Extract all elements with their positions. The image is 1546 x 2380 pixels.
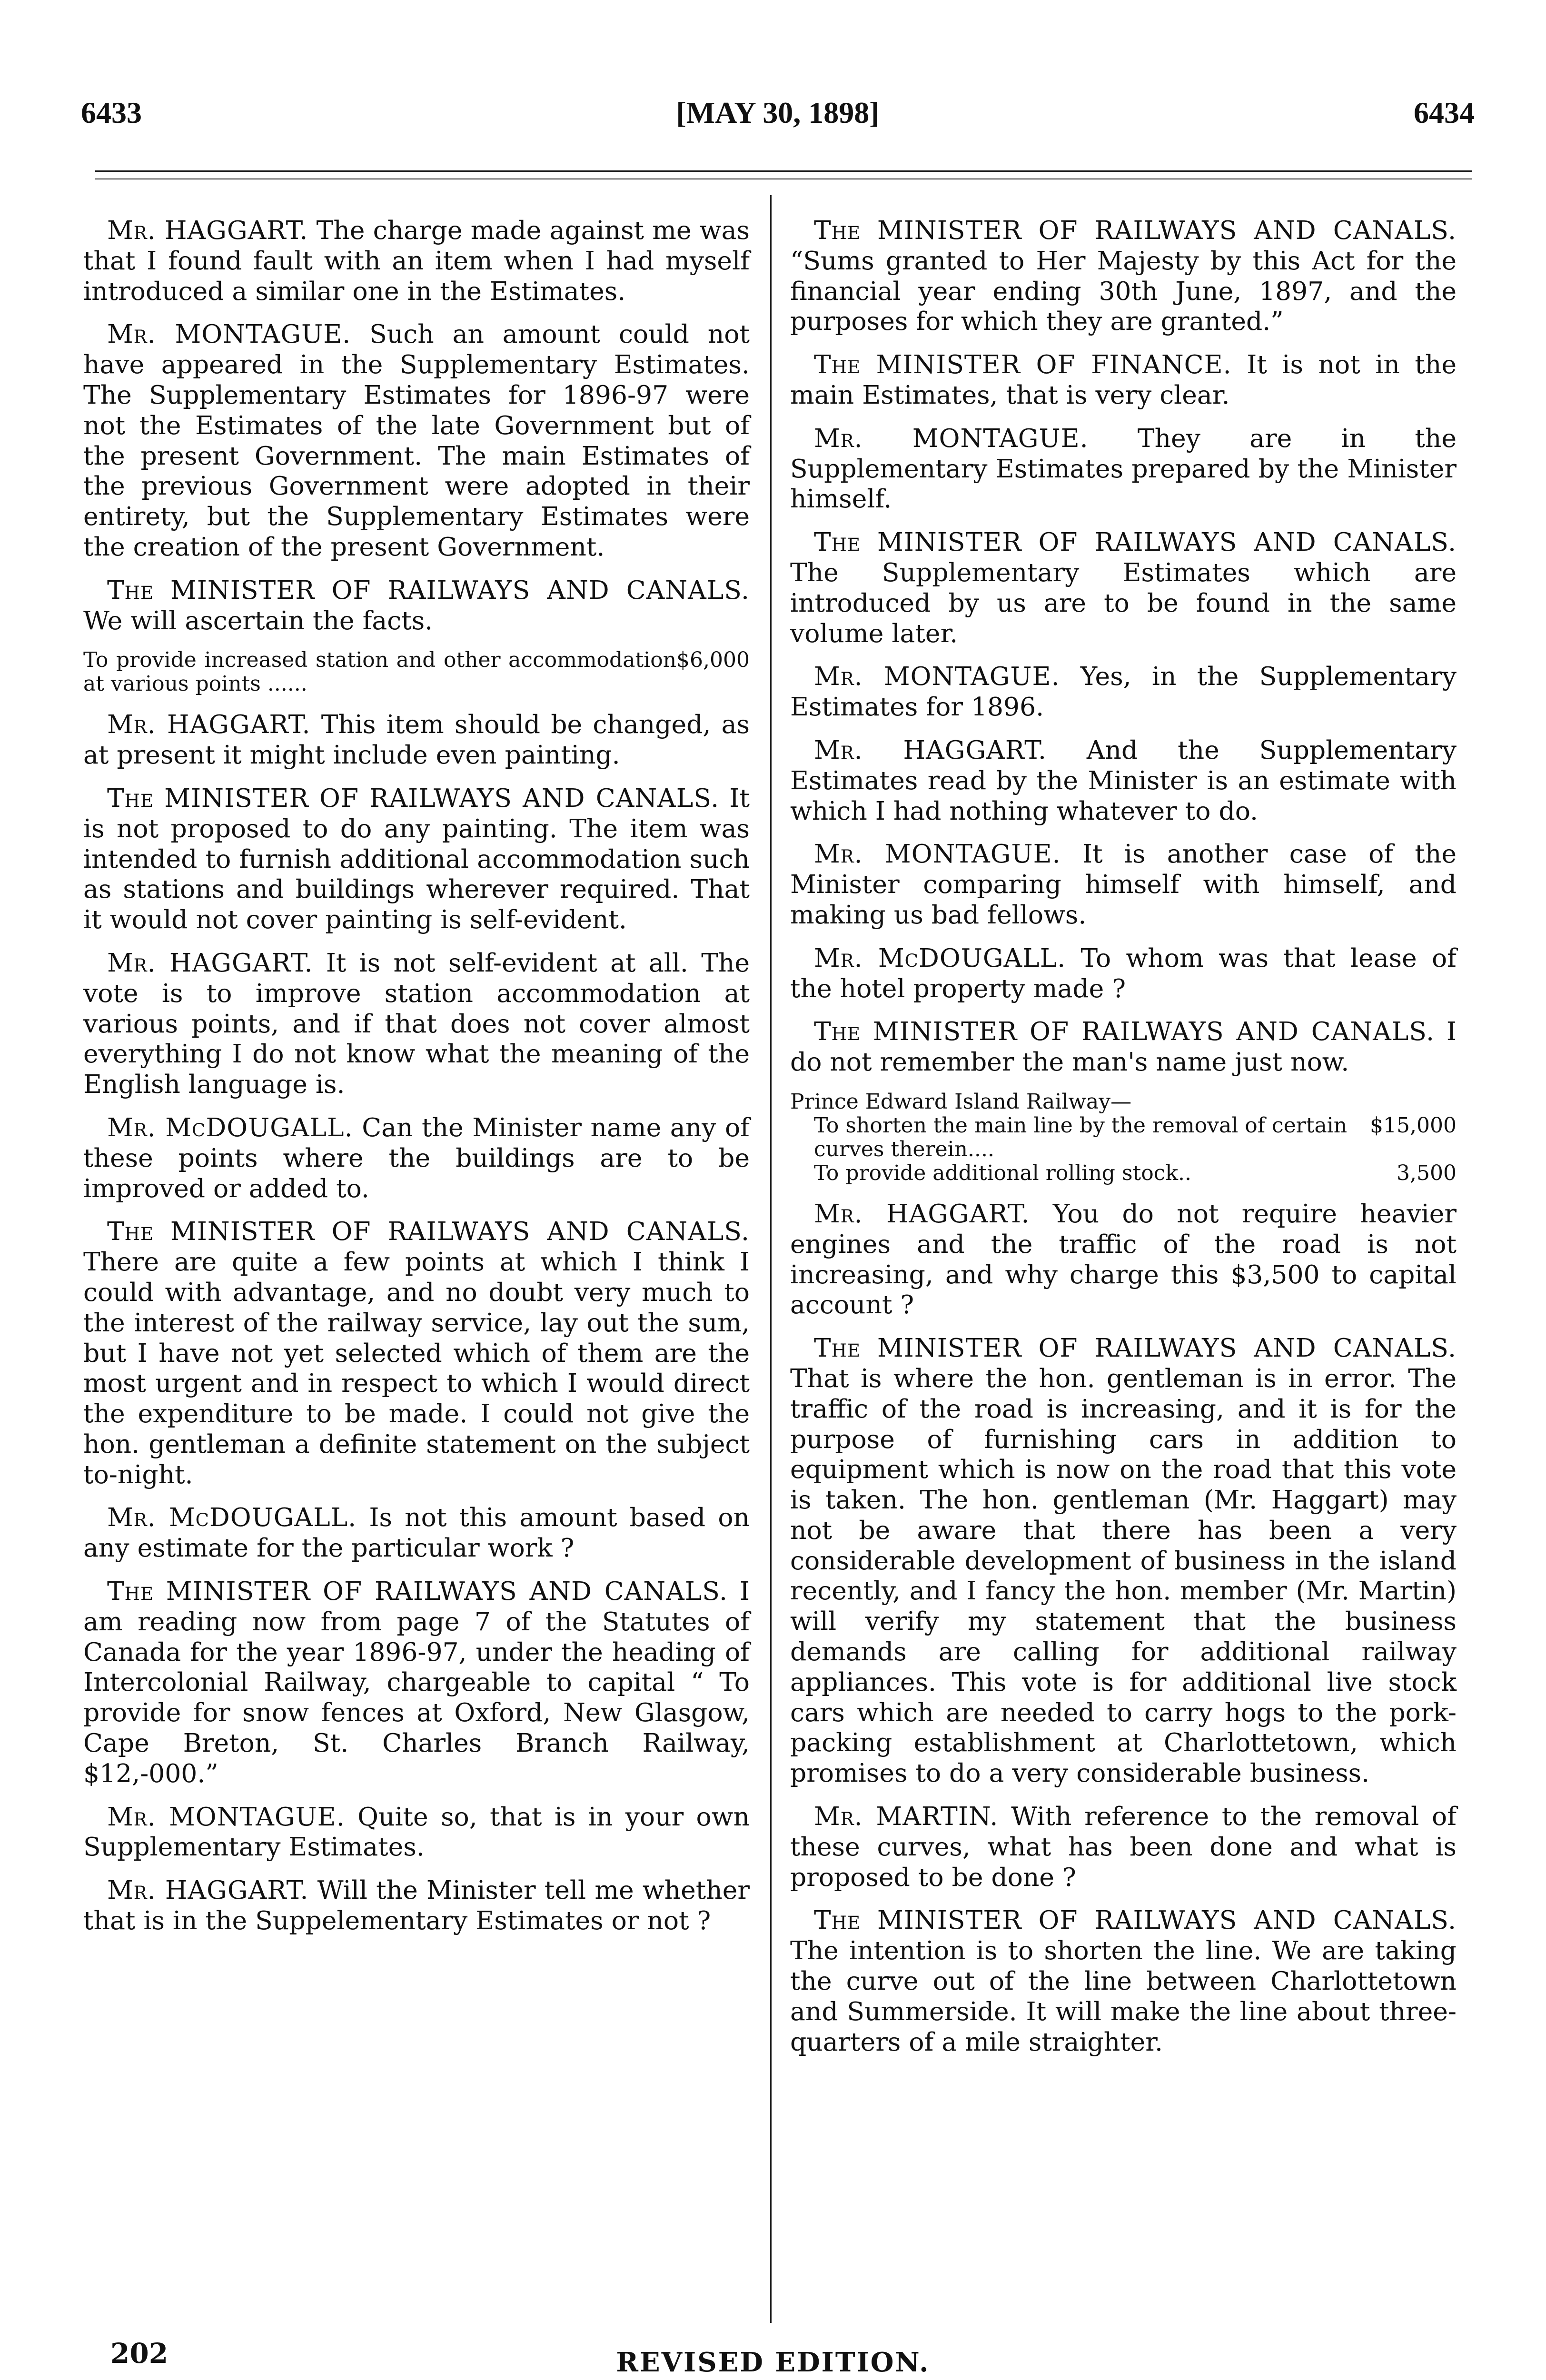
speech-text: The intention is to shorten the line. We are taking the curve out of the line between Charlottetown and Summerside. It will make the line about three-quarters of a mile straighter. — [790, 1935, 1457, 2057]
speech-text: It is another case of the Minister comparing himself with himself, and making us bad fellows. — [790, 839, 1457, 930]
speech-paragraph — [83, 215, 750, 306]
estimate-item — [83, 648, 750, 696]
speech-text: It is not proposed to do any painting. The item was intended to furnish additional accommodation such as stations and buildings wherever required. That it would not cover painting is self-evident. — [83, 783, 750, 935]
speech-paragraph — [790, 1199, 1457, 1320]
speech-text: There are quite a few points at which I think I could with advantage, and no doubt very much to the interest of the railway service, lay out the sum, but I have not yet selected which of them are the most urgent and in respect to which I would direct the expenditure to be made. I could not give the hon. gentleman a definite statement on the subject to-night. — [83, 1247, 750, 1489]
speaker-name: The MINISTER OF RAILWAYS AND CANALS. — [107, 1216, 750, 1247]
speech-paragraph — [790, 423, 1457, 514]
speech-text: They are in the Supplementary Estimates prepared by the Minister himself. — [790, 423, 1457, 514]
speech-paragraph — [83, 709, 750, 770]
speech-paragraph — [790, 735, 1457, 826]
estimate-description: To provide additional rolling stock.. — [814, 1160, 1191, 1185]
speech-paragraph — [83, 1875, 750, 1936]
speech-paragraph — [790, 1333, 1457, 1788]
speech-paragraph — [83, 948, 750, 1100]
speech-text: We will ascertain the facts. — [83, 605, 433, 635]
header-rule — [95, 170, 1472, 172]
speech-text: The Supplementary Estimates which are introduced by us are to be found in the same volume later. — [790, 557, 1457, 648]
speech-paragraph — [790, 839, 1457, 930]
speech-text: This item should be changed, as at present it might include even painting. — [83, 709, 750, 770]
speaker-name: Mr. HAGGART. — [107, 709, 311, 740]
speaker-name: The MINISTER OF FINANCE. — [814, 349, 1232, 380]
speech-paragraph — [83, 1502, 750, 1563]
signature-number: 202 — [110, 2337, 168, 2370]
speech-paragraph — [790, 661, 1457, 722]
page-date: [MAY 30, 1898] — [676, 96, 880, 129]
page-number-left: 6433 — [81, 96, 142, 129]
speech-text: The charge made against me was that I found fault with an item when I had myself introduced a similar one in the Estimates. — [83, 215, 750, 306]
speaker-name: Mr. MONTAGUE. — [814, 839, 1061, 869]
speech-paragraph — [790, 215, 1457, 337]
speech-text: To whom was that lease of the hotel property made ? — [790, 942, 1457, 1003]
speech-paragraph — [83, 319, 750, 562]
speech-text: With reference to the removal of these curves, what has been done and what is proposed to be done ? — [790, 1801, 1457, 1892]
estimate-description: To shorten the main line by the removal of certain curves therein.... — [814, 1113, 1348, 1161]
speech-paragraph — [790, 349, 1457, 410]
speech-paragraph — [790, 527, 1457, 648]
speaker-name: Mr. McDOUGALL. — [814, 942, 1066, 973]
speech-paragraph — [83, 1216, 750, 1489]
speech-text: Yes, in the Supplementary Estimates for 1896. — [790, 661, 1457, 722]
right-column — [790, 215, 1457, 2070]
speech-paragraph — [83, 1802, 750, 1863]
estimate-description: To provide increased station and other accommodation at various points ...... — [83, 648, 677, 696]
speaker-name: Mr. HAGGART. — [107, 1875, 309, 1905]
speech-paragraph — [83, 575, 750, 636]
speaker-name: The MINISTER OF RAILWAYS AND CANALS. — [107, 783, 720, 813]
speaker-name: The MINISTER OF RAILWAYS AND CANALS. — [814, 1016, 1435, 1047]
speaker-name: The MINISTER OF RAILWAYS AND CANALS. — [814, 215, 1457, 245]
speaker-name: Mr. MONTAGUE. — [814, 423, 1089, 453]
speech-text: It is not self-evident at all. The vote is to improve station accommodation at various points, and if that does not cover almost everything I do not know what the meaning of the English language is. — [83, 947, 750, 1100]
speaker-name: Mr. MONTAGUE. — [814, 661, 1060, 692]
speech-paragraph — [83, 783, 750, 935]
column-divider — [770, 195, 772, 2323]
speech-paragraph — [790, 1801, 1457, 1892]
speech-text: Quite so, that is in your own Supplementary Estimates. — [83, 1801, 750, 1862]
estimate-amount: $15,000 — [1370, 1113, 1457, 1138]
speaker-name: Mr. MONTAGUE. — [107, 1801, 345, 1832]
speech-paragraph — [790, 1905, 1457, 2057]
speech-text: Such an amount could not have appeared in the Supplementary Estimates. The Supplementary Estimates for 1896-97 were not the Estimates of the late Government but of the present Government. The main Estimates of the previous Government were adopted in their entirety, but the Supplementary Estimates were the creation of the present Government. — [83, 319, 750, 562]
speech-text: That is where the hon. gentleman is in error. The traffic of the road is increasing, and it is for the purpose of furnishing cars in addition to equipment which is now on the road that this vote is taken. The hon. gentleman (Mr. Haggart) may not be aware that there has been a very considerable development of business in the island recently, and I fancy the hon. member (Mr. Martin) will verify my statement that the business demands are calling for additional railway appliances. This vote is for additional live stock cars which are needed to carry hogs to the pork-packing establishment at Charlottetown, which promises to do a very considerable business. — [790, 1363, 1457, 1788]
page-header — [81, 95, 1475, 133]
speech-text: I am reading now from page 7 of the Statutes of Canada for the year 1896-97, under the heading of Intercolonial Railway, chargeable to capital “ To provide for snow fences at Oxford, New Glasgow, Cape Breton, St. Charles Branch Railway, $12,-000.” — [83, 1576, 750, 1788]
estimate-heading: Prince Edward Island Railway— — [790, 1089, 1132, 1114]
speech-text: “Sums granted to Her Majesty by this Act for the financial year ending 30th June, 1897, and the purposes for which they are granted.” — [790, 245, 1457, 337]
header-rule-thin — [95, 178, 1472, 179]
speaker-name: Mr. McDOUGALL. — [107, 1112, 353, 1142]
speaker-name: The MINISTER OF RAILWAYS AND CANALS. — [814, 1905, 1457, 1935]
estimate-amount: $6,000 — [676, 648, 750, 673]
page-footer — [0, 2337, 1546, 2378]
speech-text: I do not remember the man's name just now. — [790, 1016, 1457, 1077]
speech-text: And the Supplementary Estimates read by the Minister is an estimate with which I had nothing whatever to do. — [790, 734, 1457, 826]
speaker-name: Mr. HAGGART. — [107, 947, 313, 978]
speech-text: Is not this amount based on any estimate for the particular work ? — [83, 1502, 750, 1563]
speech-paragraph — [83, 1576, 750, 1789]
speaker-name: Mr. MONTAGUE. — [107, 319, 351, 349]
speech-paragraph — [790, 1016, 1457, 1077]
speech-text: Can the Minister name any of these points where the buildings are to be improved or added to. — [83, 1112, 750, 1203]
speaker-name: The MINISTER OF RAILWAYS AND CANALS. — [107, 575, 750, 605]
estimate-subitem — [790, 1161, 1457, 1185]
estimate-amount: 3,500 — [1397, 1160, 1457, 1185]
speaker-name: Mr. HAGGART. — [107, 215, 308, 245]
speech-text: It is not in the main Estimates, that is very clear. — [790, 349, 1457, 410]
speaker-name: Mr. HAGGART. — [814, 734, 1047, 765]
speech-paragraph — [790, 943, 1457, 1004]
page-number-right: 6434 — [1414, 96, 1475, 129]
speech-paragraph — [83, 1112, 750, 1203]
speaker-name: Mr. HAGGART. — [814, 1198, 1030, 1229]
speech-text: Will the Minister tell me whether that is in the Suppelementary Estimates or not ? — [83, 1875, 750, 1936]
speaker-name: The MINISTER OF RAILWAYS AND CANALS. — [814, 1333, 1457, 1363]
speaker-name: The MINISTER OF RAILWAYS AND CANALS. — [814, 527, 1457, 557]
estimate-subitem — [790, 1114, 1457, 1161]
speech-text: You do not require heavier engines and the traffic of the road is not increasing, and why charge this $3,500 to capital account ? — [790, 1198, 1457, 1320]
left-column — [83, 215, 750, 1949]
speaker-name: Mr. MARTIN. — [814, 1801, 999, 1832]
edition-label: REVISED EDITION. — [616, 2347, 930, 2378]
speaker-name: The MINISTER OF RAILWAYS AND CANALS. — [107, 1576, 728, 1606]
speaker-name: Mr. McDOUGALL. — [107, 1502, 357, 1533]
